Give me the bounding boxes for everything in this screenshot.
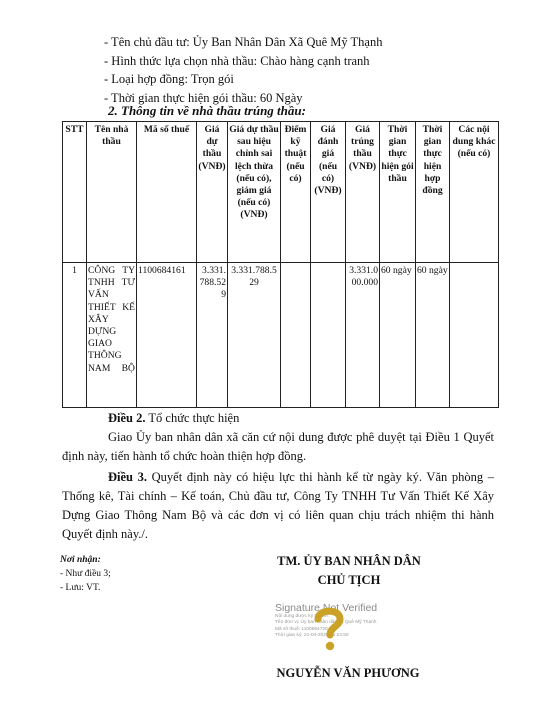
article-2: [62, 409, 494, 466]
cell-win-price: 3.331.000.000: [346, 263, 380, 408]
digital-signature-stamp: [275, 602, 415, 658]
contract-type-line: - Loại hợp đồng: Trọn gói: [104, 72, 234, 86]
cell-other: [450, 263, 499, 408]
cell-tech-score: [281, 263, 311, 408]
recipients-title: Nơi nhận:: [60, 555, 101, 565]
signature-detail: Mã số thuế: 1100684720: [275, 626, 328, 632]
recipient-item: - Như điều 3;: [60, 569, 111, 579]
signing-org: TM. ỦY BAN NHÂN DÂN: [277, 554, 421, 568]
header-bid-price: Giá dự thầu (VNĐ): [197, 122, 228, 263]
bid-info-list: [104, 33, 382, 107]
cell-package-time: 60 ngày: [380, 263, 416, 408]
header-tech-score: Điểm kỹ thuật (nếu có): [281, 122, 311, 263]
signature-detail: Tên đơn vị: Ủy ban nhân dân xã Quê Mỹ Thạnh: [275, 620, 377, 626]
cell-adjusted-price: 3.331.788.529: [228, 263, 281, 408]
article-2-body: Giao Ủy ban nhân dân xã căn cứ nội dung được phê duyệt tại Điều 1 Quyết định này, tiến hành tổ chức hoàn thiện hợp đồng.: [62, 430, 494, 463]
winning-bidder-table: [62, 121, 499, 408]
header-tax: Mã số thuế: [137, 122, 197, 263]
table-header-row: [63, 122, 499, 263]
table-row: [63, 263, 499, 408]
signer-name: NGUYỄN VĂN PHƯƠNG: [276, 666, 420, 680]
duration-line: - Thời gian thực hiện gói thầu: 60 Ngày: [104, 90, 303, 105]
section-title: 2. Thông tin về nhà thầu trúng thầu:: [108, 103, 306, 118]
recipients: [60, 553, 111, 595]
selection-method-line: - Hình thức lựa chọn nhà thầu: Chào hàng cạnh tranh: [104, 53, 370, 68]
header-adjusted-price: Giá dự thầu sau hiệu chỉnh sai lệch thừa (nếu có), giảm giá (nếu có) (VNĐ): [228, 122, 281, 263]
recipient-item: - Lưu: VT.: [60, 583, 101, 593]
cell-eval-price: [311, 263, 346, 408]
header-contract-time: Thời gian thực hiện hợp đồng: [416, 122, 450, 263]
cell-stt: 1: [63, 263, 87, 408]
cell-bid-price: 3.331.788.529: [197, 263, 228, 408]
article-3: [62, 468, 494, 544]
signing-role: CHỦ TỊCH: [317, 573, 381, 587]
signature-status: Signature Not Verified: [275, 602, 378, 614]
header-win-price: Giá trúng thầu (VNĐ): [346, 122, 380, 263]
question-mark-icon: [309, 604, 349, 652]
cell-name: CÔNG TY TNHH TƯ VẤN THIẾT KẾ XÂY DỰNG GIAO THÔNG NAM BỘ: [87, 263, 137, 408]
cell-contract-time: 60 ngày: [416, 263, 450, 408]
header-stt: STT: [63, 122, 87, 263]
signature-detail: Nội dung được ký số bởi:: [275, 614, 330, 619]
header-eval-price: Giá đánh giá (nếu có) (VNĐ): [311, 122, 346, 263]
article-2-heading: [62, 409, 494, 428]
investor-line: - Tên chủ đầu tư: Ủy Ban Nhân Dân Xã Quê Mỹ Thạnh: [104, 35, 383, 49]
header-name: Tên nhà thầu: [87, 122, 137, 263]
article-3-body: Quyết định này có hiệu lực thi hành kể từ ngày ký. Văn phòng – Thống kê, Tài chính – Kế toán, Chủ đầu tư, Công Ty TNHH Tư Vấn Thiết Kế Xây Dựng Giao Thông Nam Bộ và các đơn vị có liên quan chịu trách nhiệm thi hành Quyết định này./.: [62, 470, 495, 541]
article-3-label: Điều 3.: [108, 470, 148, 484]
header-package-time: Thời gian thực hiện gói thầu: [380, 122, 416, 263]
header-other: Các nội dung khác (nếu có): [450, 122, 499, 263]
article-2-label: Điều 2.: [108, 411, 146, 425]
article-2-title: Tổ chức thực hiện: [145, 411, 240, 425]
cell-tax: 1100684161: [137, 263, 197, 408]
signature-detail: Thời gian ký: 21-04-2025 15:24:50: [275, 633, 349, 639]
